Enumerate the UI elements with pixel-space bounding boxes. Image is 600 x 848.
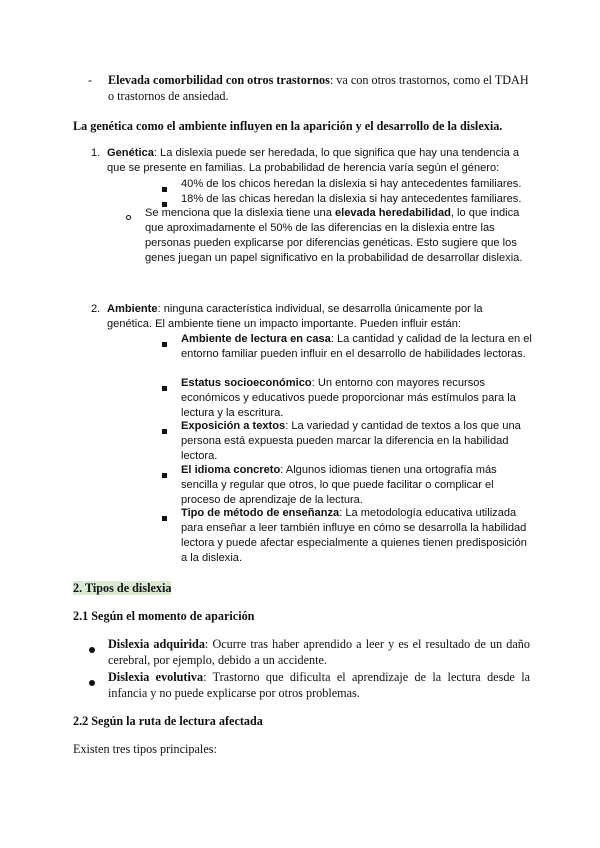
square-bullet-icon <box>162 429 167 434</box>
env-sub-2-bold: Estatus socioeconómico <box>181 377 312 389</box>
env-sub-1-text: : La cantidad y calidad de la lectura en el entorno familiar pueden influir en el desarrollo de habilidades lectoras. <box>181 333 532 360</box>
env-sub-1 <box>162 332 534 362</box>
env-sub-2-text: : Un entorno con mayores recursos económicos y educativos puede proporcionar más estímulos para la lectura y la escritura. <box>181 377 516 419</box>
environment-item <box>88 302 524 332</box>
acquired-dyslexia-item <box>88 636 530 668</box>
circle-bullet-icon <box>126 215 131 220</box>
genetics-heading <box>73 118 553 134</box>
acquired-text: : Ocurre tras haber aprendido a leer y es el resultado de un daño cerebral, por ejemplo, debido a un accidente. <box>108 637 530 667</box>
section-2-title <box>73 580 171 596</box>
evolutive-bold: Dislexia evolutiva <box>108 670 204 684</box>
square-bullet-icon <box>162 342 167 347</box>
genetics-text: : La dislexia puede ser heredada, lo que significa que hay una tendencia a que se presente en familias. La probabilidad de herencia varía según el género: <box>107 147 519 174</box>
env-sub-4-bold: El idioma concreto <box>181 464 281 476</box>
subsection-2-1-title <box>73 608 254 624</box>
bullet-dot-icon <box>89 647 95 653</box>
env-sub-5-text: : La metodología educativa utilizada para enseñar a leer también influye en cómo se desarrolla la habilidad lectora y puede afectar especialmente a quienes tienen predisposición a la dislexia. <box>181 507 527 564</box>
subsection-2-2-title <box>73 713 263 729</box>
square-bullet-icon <box>162 473 167 478</box>
env-sub-5 <box>162 506 534 566</box>
subsection-2-2-intro <box>73 741 217 757</box>
genetics-sub-2 <box>162 192 542 207</box>
env-sub-5-bold: Tipo de método de enseñanza <box>181 507 340 519</box>
subsection-2-2-title-text: 2.2 Según la ruta de lectura afectada <box>73 714 263 728</box>
env-sub-3 <box>162 419 534 464</box>
acquired-bold: Dislexia adquirida <box>108 637 205 651</box>
item-number-1: 1. <box>91 147 101 159</box>
env-sub-2 <box>162 376 534 421</box>
square-bullet-icon <box>162 386 167 391</box>
section-2-title-text: 2. Tipos de dislexia <box>73 581 172 595</box>
env-sub-1-bold: Ambiente de lectura en casa <box>181 333 331 345</box>
dash-marker: - <box>88 73 93 87</box>
heredability-bold: elevada heredabilidad <box>334 207 451 219</box>
item-number-2: 2. <box>91 303 101 315</box>
genetics-item <box>88 146 524 176</box>
genetics-bold: Genética <box>107 147 154 159</box>
env-sub-4 <box>162 463 534 508</box>
subsection-2-2-intro-text: Existen tres tipos principales: <box>73 742 217 756</box>
comorbidity-bold: Elevada comorbilidad con otros trastornos <box>108 73 330 87</box>
environment-text: : ninguna característica individual, se desarrolla únicamente por la genética. El ambiente tiene un impacto importante. Pueden influir están: <box>107 303 483 330</box>
genetics-sub-2-text: 18% de las chicas heredan la dislexia si hay antecedentes familiares. <box>181 193 522 205</box>
evolutive-text: : Trastorno que dificulta el aprendizaje de la lectura desde la infancia y no puede explicarse por otros problemas. <box>108 670 530 700</box>
bullet-dot-icon <box>89 680 95 686</box>
env-sub-3-bold: Exposición a textos <box>181 420 286 432</box>
heredability-post: , lo que indica que aproximadamente el 50% de las diferencias en la dislexia entre las personas pueden explicarse por diferencias genéticas. Esto sugiere que los genes juegan un papel significativo en la probabilidad de desarrollar dislexia. <box>145 207 523 264</box>
comorbidity-item <box>88 72 533 104</box>
subsection-2-1-title-text: 2.1 Según el momento de aparición <box>73 609 255 623</box>
square-bullet-icon <box>162 516 167 521</box>
genetics-sub-1-text: 40% de los chicos heredan la dislexia si hay antecedentes familiares. <box>181 178 522 190</box>
env-sub-4-text: : Algunos idiomas tienen una ortografía más sencilla y regular que otros, lo que puede facilitar o complicar el proceso de aprendizaje de la lectura. <box>181 464 497 506</box>
comorbidity-text: : va con otros trastornos, como el TDAH o trastornos de ansiedad. <box>108 73 529 103</box>
genetics-heading-text: La genética como el ambiente influyen en la aparición y el desarrollo de la dislexia. <box>73 119 503 133</box>
environment-bold: Ambiente <box>107 303 158 315</box>
heredability-item <box>126 206 530 266</box>
env-sub-3-text: : La variedad y cantidad de textos a los que una persona está expuesta pueden marcar la diferencia en la habilidad lectora. <box>181 420 521 462</box>
evolutive-dyslexia-item <box>88 669 530 701</box>
heredability-pre: Se menciona que la dislexia tiene una <box>145 207 335 219</box>
genetics-sub-1 <box>162 177 542 192</box>
